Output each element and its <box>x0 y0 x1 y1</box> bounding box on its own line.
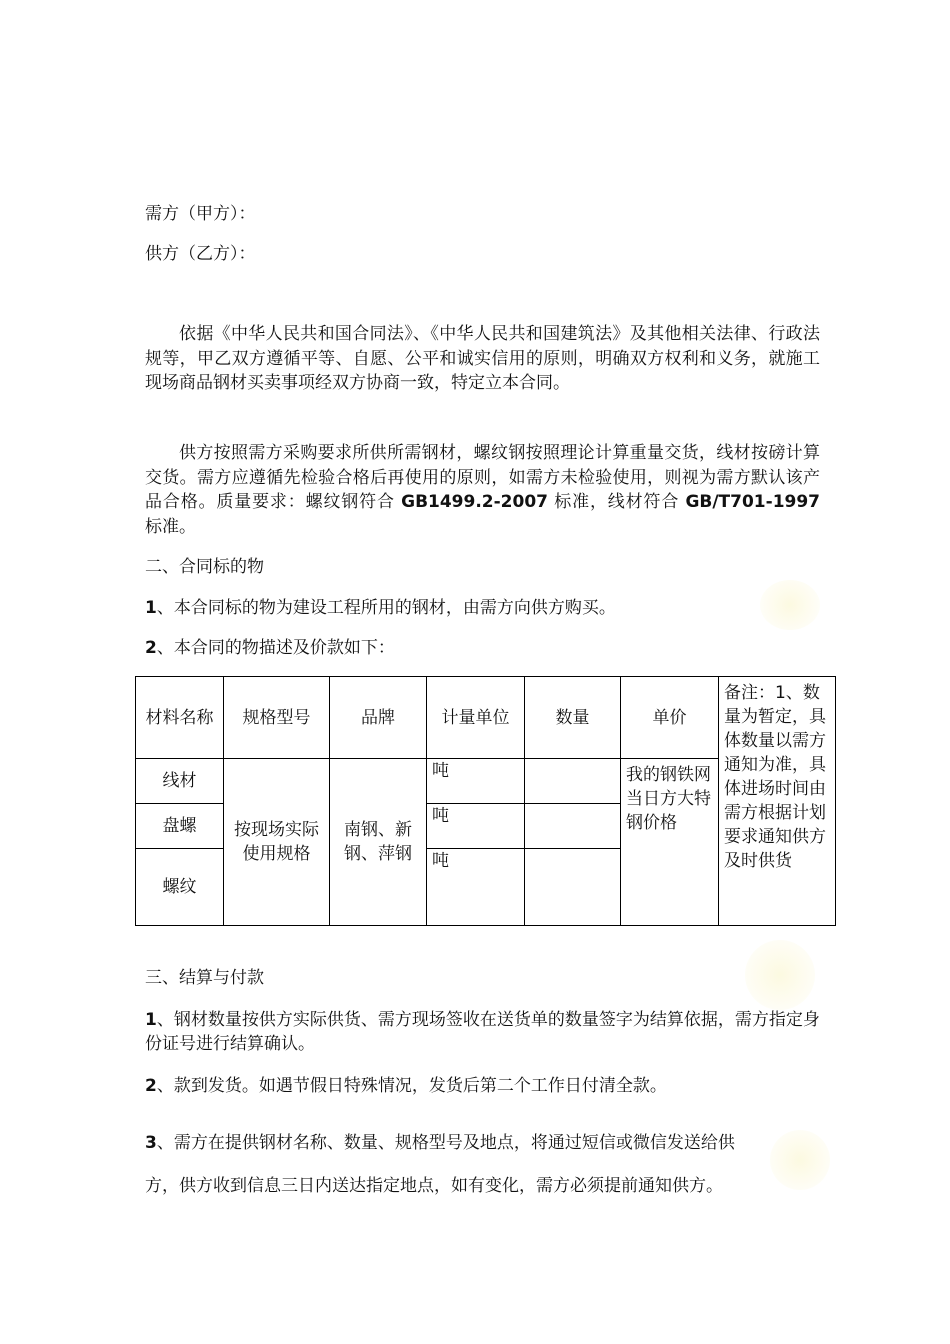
item-text: 、款到发货。如遇节假日特殊情况，发货后第二个工作日付清全款。 <box>156 1076 667 1096</box>
header-spec: 规格型号 <box>224 677 330 759</box>
seller-label: 供方（乙方）： <box>145 244 256 264</box>
item-number: 1 <box>145 598 157 618</box>
wire-standard: GB/T701-1997 <box>685 492 821 512</box>
intro-paragraph-2-text-c: 标准。 <box>145 516 196 537</box>
unit-cell: 吨 <box>427 804 525 849</box>
unit-cell: 吨 <box>427 759 525 804</box>
paper-smudge <box>760 580 820 630</box>
header-brand: 品牌 <box>330 677 427 759</box>
item-number: 2 <box>145 1076 157 1096</box>
quantity-cell <box>525 804 621 849</box>
material-cell: 线材 <box>136 759 224 804</box>
brand-cell: 南钢、新钢、萍钢 <box>330 759 427 926</box>
item-text: 、钢材数量按供方实际供货、需方现场签收在送货单的数量签字为结算依据，需方指定身份证号进行结算确认。 <box>145 1010 820 1054</box>
material-cell: 盘螺 <box>136 804 224 849</box>
item-number: 3 <box>145 1133 157 1153</box>
remark-cell: 备注：1、数量为暂定，具体数量以需方通知为准，具体进场时间由需方根据计划要求通知供方及时供货 <box>719 677 836 926</box>
intro-paragraph-2 <box>145 441 820 539</box>
item-text: 、本合同标的物为建设工程所用的钢材，由需方向供方购买。 <box>156 598 616 618</box>
intro-paragraph-2-text-b: 标准，线材符合 <box>548 492 686 512</box>
section-3-title: 三、结算与付款 <box>145 968 264 988</box>
intro-paragraph-1: 依据《中华人民共和国合同法》、《中华人民共和国建筑法》及其他相关法律、行政法规等，甲乙双方遵循平等、自愿、公平和诚实信用的原则，明确双方权利和义务，就施工现场商品钢材买卖事项经双方协商一致，特定立本合同。 <box>145 324 820 393</box>
intro-paragraph-2-text-a: 供方按照需方采购要求所供所需钢材，螺纹钢按照理论计算重量交货，线材按磅计算交货。需方应遵循先检验合格后再使用的原则，如需方未检验使用，则视为需方默认该产品合格。质量要求：螺纹钢符合 <box>145 443 820 512</box>
header-quantity: 数量 <box>525 677 621 759</box>
quantity-cell <box>525 759 621 804</box>
section-2-title: 二、合同标的物 <box>145 557 264 577</box>
spec-cell: 按现场实际使用规格 <box>224 759 330 926</box>
section-3-item-1 <box>145 1008 820 1056</box>
section-3-item-3-line-1 <box>145 1131 735 1155</box>
section-3-item-3-line-2: 方，供方收到信息三日内送达指定地点，如有变化，需方必须提前通知供方。 <box>145 1176 723 1196</box>
item-number: 1 <box>145 1010 157 1030</box>
header-unit: 计量单位 <box>427 677 525 759</box>
section-2-item-2 <box>145 636 395 660</box>
quantity-cell <box>525 849 621 926</box>
buyer-label: 需方（甲方）： <box>145 204 256 224</box>
goods-price-table <box>135 676 836 926</box>
paper-smudge <box>770 1130 830 1190</box>
table-header-row <box>136 677 836 759</box>
section-3-item-2 <box>145 1074 667 1098</box>
paper-smudge <box>745 940 815 1010</box>
rebar-standard: GB1499.2-2007 <box>401 492 548 512</box>
header-price: 单价 <box>621 677 719 759</box>
header-material: 材料名称 <box>136 677 224 759</box>
item-number: 2 <box>145 638 157 658</box>
price-cell: 我的钢铁网当日方大特钢价格 <box>621 759 719 926</box>
section-2-item-1 <box>145 596 616 620</box>
item-text: 、本合同的物描述及价款如下： <box>156 638 395 658</box>
material-cell: 螺纹 <box>136 849 224 926</box>
item-text: 、需方在提供钢材名称、数量、规格型号及地点，将通过短信或微信发送给供 <box>156 1133 735 1153</box>
unit-cell: 吨 <box>427 849 525 926</box>
